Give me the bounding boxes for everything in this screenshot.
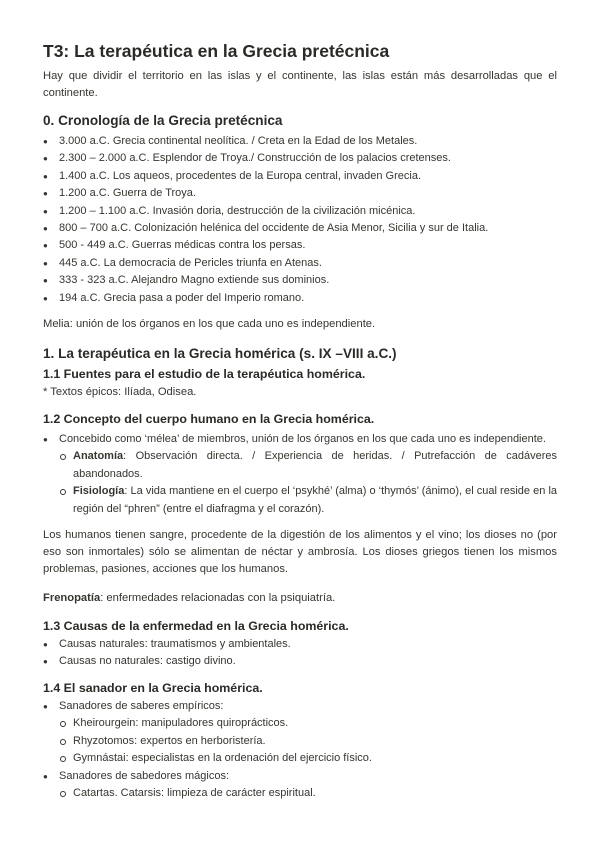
list-item: ● Sanadores de sabedores mágicos: <box>43 768 557 785</box>
list-item: Kheirourgein: manipuladores quiroprácticos. <box>43 715 557 732</box>
list-item: ● 500 - 449 a.C. Guerras médicas contra los persas. <box>43 237 557 254</box>
frenopatia-line <box>43 590 557 607</box>
section-1-heading: 1. La terapéutica en la Grecia homérica (s. IX –VIII a.C.) <box>43 346 397 361</box>
melia-note: Melia: unión de los órganos en los que cada uno es independiente. <box>43 318 376 330</box>
page-title: T3: La terapéutica en la Grecia pretécnica <box>43 41 390 61</box>
list-item: ● 3.000 a.C. Grecia continental neolítica. / Creta en la Edad de los Metales. <box>43 133 557 150</box>
list-item: ● 1.200 a.C. Guerra de Troya. <box>43 185 557 202</box>
list-item: Gymnástai: especialistas en la ordenación del ejercicio físico. <box>43 750 557 767</box>
list-item: Rhyzotomos: expertos en herboristería. <box>43 733 557 750</box>
physiology-item <box>43 483 557 518</box>
list-item: ● 445 a.C. La democracia de Pericles triunfa en Atenas. <box>43 255 557 272</box>
humans-gods-paragraph: Los humanos tienen sangre, procedente de la digestión de los alimentos y el vino; los dioses no (por eso son inmortales) sólo se alimentan de néctar y ambrosía. Los dioses griegos tienen los mismos problemas, pasiones, acciones que los humanos. <box>43 529 557 575</box>
list-item: Catartas. Catarsis: limpieza de carácter espiritual. <box>43 785 557 802</box>
list-item: ● 194 a.C. Grecia pasa a poder del Imperio romano. <box>43 290 557 307</box>
list-item: ● Sanadores de saberes empíricos: <box>43 698 557 715</box>
list-item: ● Causas naturales: traumatismos y ambientales. <box>43 636 557 653</box>
body-concept-list <box>43 431 557 518</box>
list-item: ● 800 – 700 a.C. Colonización helénica del occidente de Asia Menor, Sicilia y sur de Italia. <box>43 220 557 237</box>
epic-texts-line: * Textos épicos: Ilíada, Odisea. <box>43 386 197 398</box>
physiology-term: Fisiología <box>73 485 125 498</box>
section-1-2-heading: 1.2 Concepto del cuerpo humano en la Grecia homérica. <box>43 412 375 426</box>
physiology-text: : La vida mantiene en el cuerpo el ‘psykhé’ (alma) o ‘thymós’ (ánimo), el cual reside en la región del “phren” (entre el diafragma y el corazón). <box>73 485 557 515</box>
healers-list <box>43 698 557 802</box>
section-1-3-heading: 1.3 Causas de la enfermedad en la Grecia homérica. <box>43 619 349 633</box>
anatomy-text: : Observación directa. / Experiencia de heridas. / Putrefacción de cadáveres abandonados. <box>73 450 557 480</box>
disease-causes-list <box>43 636 557 671</box>
intro-paragraph: Hay que dividir el territorio en las islas y el continente, las islas están más desarrolladas que el continente. <box>43 70 557 99</box>
list-item: ● Concebido como ‘mélea’ de miembros, unión de los órganos en los que cada uno es independiente. <box>43 431 557 448</box>
anatomy-item <box>43 448 557 483</box>
list-item: ● 2.300 – 2.000 a.C. Esplendor de Troya./ Construcción de los palacios cretenses. <box>43 150 557 167</box>
frenopatia-text: : enfermedades relacionadas con la psiquiatría. <box>100 592 336 604</box>
chronology-list <box>43 133 557 307</box>
list-item: ● Causas no naturales: castigo divino. <box>43 653 557 670</box>
anatomy-term: Anatomía <box>73 450 124 463</box>
section-0-heading: 0. Cronología de la Grecia pretécnica <box>43 113 283 128</box>
frenopatia-term: Frenopatía <box>43 592 101 604</box>
list-item: ● 1.400 a.C. Los aqueos, procedentes de la Europa central, invaden Grecia. <box>43 168 557 185</box>
section-1-1-heading: 1.1 Fuentes para el estudio de la terapéutica homérica. <box>43 367 366 381</box>
list-item: ● 333 - 323 a.C. Alejandro Magno extiende sus dominios. <box>43 272 557 289</box>
section-1-4-heading: 1.4 El sanador en la Grecia homérica. <box>43 681 263 695</box>
list-item: ● 1.200 – 1.100 a.C. Invasión doria, destrucción de la civilización micénica. <box>43 203 557 220</box>
